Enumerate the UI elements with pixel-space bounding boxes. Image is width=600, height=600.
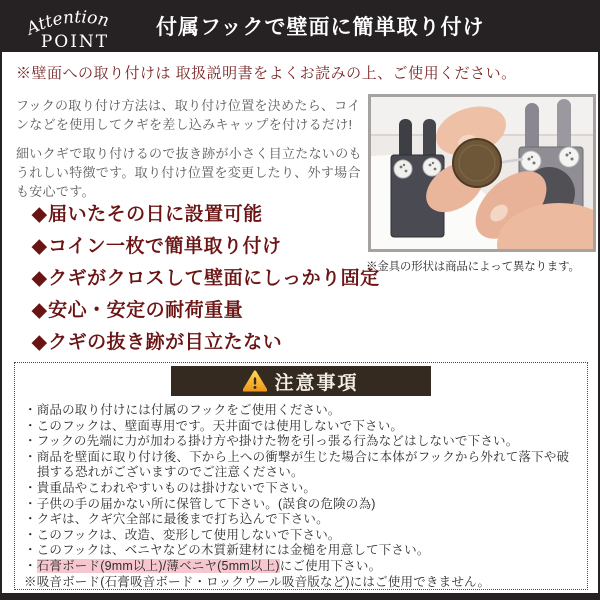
caution-item: ・クギは、クギ穴全部に最後まで打ち込んで下さい。 [24,512,329,527]
feature-item [32,234,392,259]
feature-label: クギがクロスして壁面にしっかり固定 [48,268,380,289]
diamond-bullet-icon: ◆ [32,268,48,289]
intro-paragraph-2: 細いクギで取り付けるので抜き跡が小さく目立たないのもうれしい特徴です。取り付け位置を変更したり、外す場合も安心です。 [16,146,362,199]
manual-notice-text: ※壁面への取り付けは 取扱説明書をよくお読みの上、ご使用ください。 [16,65,517,82]
feature-label: 届いたその日に設置可能 [48,204,263,225]
feature-item [32,330,392,355]
diamond-bullet-icon: ◆ [32,300,48,321]
caution-item: ・このフックは、改造、変形して使用しないで下さい。 [24,527,341,542]
feature-item [32,298,392,323]
badge-attention-text: Attention [23,7,111,40]
caution-item-highlighted [24,559,578,575]
bullet-prefix: ・ [24,558,37,573]
badge-point-text: POINT [40,32,110,52]
feature-item [32,266,392,291]
bottom-divider-bar [0,593,600,600]
caution-footnote: ※吸音ボード(石膏吸音ボード・ロックウール吸音版など)にはご使用できません。 [24,574,491,589]
feature-item [32,202,392,227]
section-title: 付属フックで壁面に簡単取り付け [156,16,485,39]
content-area [0,52,600,600]
caution-section [14,362,588,590]
photo-caption: ※金具の形状は商品によって異なります。 [366,261,580,273]
installation-photo-illustration [371,97,593,249]
diamond-bullet-icon: ◆ [32,236,48,257]
caution-item: ・商品を壁面に取り付け後、下から上への衝撃が生じた場合に本体がフックから外れて落下や破損する恐れがございますのでご注意ください。 [24,449,570,480]
caution-item: ・フックの先端に力が加わる掛け方や掛けた物を引っ張る行為などはしないで下さい。 [24,434,519,449]
caution-item: ・このフックは、ベニヤなどの木質新建材には金槌を用意して下さい。 [24,543,430,558]
coin [453,139,501,187]
caution-item: ・商品の取り付けには付属のフックをご使用ください。 [24,403,341,417]
feature-label: コイン一枚で簡単取り付け [48,236,282,257]
intro-paragraph-1: フックの取り付け方法は、取り付け位置を決めたら、コインなどを使用してクギを差し込みキャップを付けるだけ! [16,98,361,132]
diamond-bullet-icon: ◆ [32,204,48,225]
diamond-bullet-icon: ◆ [32,332,48,353]
caution-title: 注意事項 [274,372,359,394]
highlighted-spec-text: 石膏ボード(9mm以上)/薄ベニヤ(5mm以上) [36,558,280,573]
installation-photo [368,94,596,252]
caution-item: ・このフックは、壁面専用です。天井面では使用しないで下さい。 [24,418,404,433]
warning-triangle-icon [243,370,267,392]
attention-point-badge [0,0,150,52]
highlight-suffix: にご使用下さい。 [279,558,382,573]
feature-label: 安心・安定の耐荷重量 [48,300,244,321]
caution-item: ・子供の手の届かない所に保管して下さい。(誤食の危険の為) [24,496,376,511]
caution-item: ・貴重品やこわれやすいものは掛けないで下さい。 [24,480,317,495]
caution-banner [171,366,431,396]
attention-point-header [0,0,600,52]
feature-label: クギの抜き跡が目立たない [48,332,283,353]
caution-list [15,403,587,590]
feature-list [32,202,392,362]
